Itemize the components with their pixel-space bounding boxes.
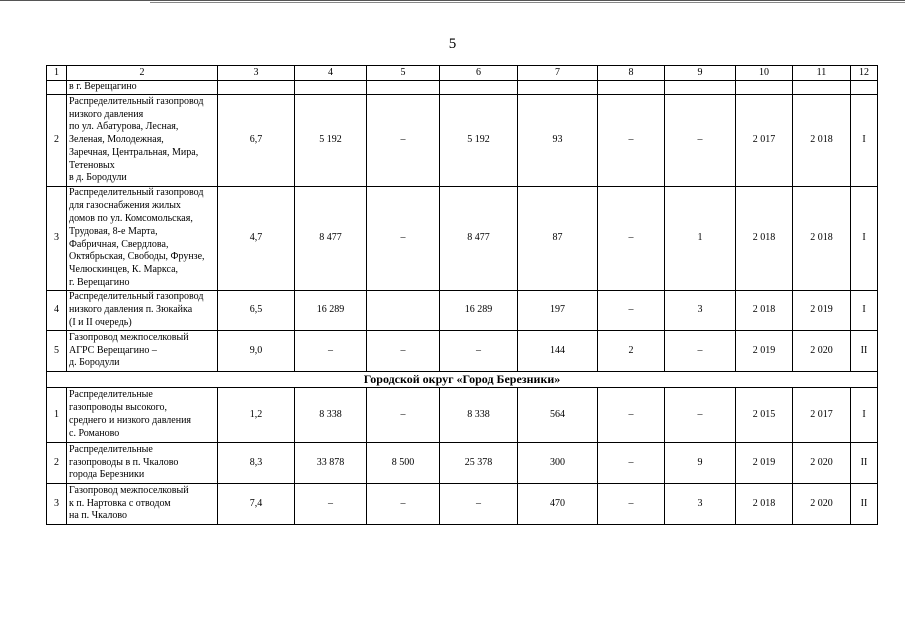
col9-value: – — [665, 95, 736, 187]
col7-value: 197 — [518, 291, 598, 331]
header-cell: 4 — [295, 66, 367, 81]
category: I — [851, 388, 878, 443]
start-year: 2 018 — [736, 187, 793, 291]
col7-value: 144 — [518, 331, 598, 372]
start-year: 2 019 — [736, 443, 793, 484]
col7-value: 93 — [518, 95, 598, 187]
table-row — [47, 331, 878, 372]
cost-col6: 8 338 — [440, 388, 518, 443]
length-km: 1,2 — [218, 388, 295, 443]
start-year: 2 017 — [736, 95, 793, 187]
table-cell — [518, 81, 598, 95]
table-cell — [736, 81, 793, 95]
table-cell — [665, 81, 736, 95]
col7-value: 470 — [518, 484, 598, 525]
col8-value: – — [598, 443, 665, 484]
col7-value: 87 — [518, 187, 598, 291]
end-year: 2 020 — [793, 443, 851, 484]
row-number: 3 — [47, 187, 67, 291]
header-cell: 2 — [67, 66, 218, 81]
header-cell: 10 — [736, 66, 793, 81]
section-heading-row — [47, 372, 878, 388]
table-row — [47, 95, 878, 187]
header-cell: 11 — [793, 66, 851, 81]
cost-total: 8 338 — [295, 388, 367, 443]
end-year: 2 018 — [793, 187, 851, 291]
cost-total: 5 192 — [295, 95, 367, 187]
category: II — [851, 331, 878, 372]
pipeline-name: Газопровод межпоселковый АГРС Верещагино – д. Бородули — [67, 331, 218, 372]
pipeline-name: Распределительный газопровод низкого давления п. Зюкайка (I и II очередь) — [67, 291, 218, 331]
header-cell: 5 — [367, 66, 440, 81]
col8-value: – — [598, 95, 665, 187]
pipeline-name: Распределительный газопровод низкого давления по ул. Абатурова, Лесная, Зеленая, Молодежная, Заречная, Центральная, Мира, Тетеновых в д. Бородули — [67, 95, 218, 187]
header-cell: 9 — [665, 66, 736, 81]
table-row — [47, 187, 878, 291]
cost-col5: – — [367, 187, 440, 291]
cost-col5: – — [367, 484, 440, 525]
row-number: 2 — [47, 95, 67, 187]
table-cell — [47, 81, 67, 95]
section-title: Городской округ «Город Березники» — [47, 372, 878, 388]
end-year: 2 020 — [793, 484, 851, 525]
header-cell: 8 — [598, 66, 665, 81]
cost-col6: 8 477 — [440, 187, 518, 291]
length-km: 6,7 — [218, 95, 295, 187]
table-cell — [793, 81, 851, 95]
cost-col6: 25 378 — [440, 443, 518, 484]
header-cell: 1 — [47, 66, 67, 81]
cost-col5: 8 500 — [367, 443, 440, 484]
category: II — [851, 443, 878, 484]
table-row — [47, 388, 878, 443]
start-year: 2 018 — [736, 291, 793, 331]
cost-col5: – — [367, 331, 440, 372]
length-km: 8,3 — [218, 443, 295, 484]
cost-col6: – — [440, 484, 518, 525]
end-year: 2 020 — [793, 331, 851, 372]
cost-col6: 16 289 — [440, 291, 518, 331]
cost-col6: 5 192 — [440, 95, 518, 187]
pipeline-name: Распределительные газопроводы высокого, среднего и низкого давления с. Романово — [67, 388, 218, 443]
col9-value: – — [665, 388, 736, 443]
pipeline-name: Распределительные газопроводы в п. Чкалово города Березники — [67, 443, 218, 484]
table-cell — [598, 81, 665, 95]
col8-value: – — [598, 291, 665, 331]
col8-value: – — [598, 388, 665, 443]
table-cell — [851, 81, 878, 95]
category: I — [851, 187, 878, 291]
col9-value: 9 — [665, 443, 736, 484]
table-cell — [440, 81, 518, 95]
column-number-header-row — [47, 66, 878, 81]
cost-total: – — [295, 484, 367, 525]
pipeline-name: Распределительный газопровод для газоснабжения жилых домов по ул. Комсомольская, Трудовая, 8-е Марта, Фабричная, Свердлова, Октябрьская, Свободы, Фрунзе, Челюскинцев, К. Маркса, г. Верещагино — [67, 187, 218, 291]
start-year: 2 019 — [736, 331, 793, 372]
col8-value: 2 — [598, 331, 665, 372]
cost-col6: – — [440, 331, 518, 372]
pipeline-name: Газопровод межпоселковый к п. Нартовка с отводом на п. Чкалово — [67, 484, 218, 525]
cost-total: 33 878 — [295, 443, 367, 484]
page-number: 5 — [448, 36, 457, 52]
header-cell: 12 — [851, 66, 878, 81]
start-year: 2 015 — [736, 388, 793, 443]
cost-total: 8 477 — [295, 187, 367, 291]
col9-value: 3 — [665, 484, 736, 525]
table-row — [47, 443, 878, 484]
table-cell — [295, 81, 367, 95]
cost-total: – — [295, 331, 367, 372]
length-km: 6,5 — [218, 291, 295, 331]
category: I — [851, 291, 878, 331]
col8-value: – — [598, 187, 665, 291]
row-number: 1 — [47, 388, 67, 443]
table-cell — [367, 81, 440, 95]
length-km: 7,4 — [218, 484, 295, 525]
col7-value: 564 — [518, 388, 598, 443]
length-km: 4,7 — [218, 187, 295, 291]
col9-value: 3 — [665, 291, 736, 331]
header-cell: 3 — [218, 66, 295, 81]
row-number: 2 — [47, 443, 67, 484]
cost-total: 16 289 — [295, 291, 367, 331]
cost-col5: – — [367, 388, 440, 443]
top-edge-line — [0, 0, 905, 1]
row-number: 3 — [47, 484, 67, 525]
cost-col5: – — [367, 95, 440, 187]
table-cell — [218, 81, 295, 95]
end-year: 2 018 — [793, 95, 851, 187]
row-number: 5 — [47, 331, 67, 372]
continuation-row — [47, 81, 878, 95]
col7-value: 300 — [518, 443, 598, 484]
end-year: 2 017 — [793, 388, 851, 443]
continuation-text: в г. Верещагино — [67, 81, 218, 95]
gas-pipeline-table — [46, 65, 878, 525]
col9-value: 1 — [665, 187, 736, 291]
col9-value: – — [665, 331, 736, 372]
table-row — [47, 484, 878, 525]
category: II — [851, 484, 878, 525]
cost-col5 — [367, 291, 440, 331]
row-number: 4 — [47, 291, 67, 331]
col8-value: – — [598, 484, 665, 525]
top-edge-line-secondary — [150, 2, 905, 3]
start-year: 2 018 — [736, 484, 793, 525]
end-year: 2 019 — [793, 291, 851, 331]
length-km: 9,0 — [218, 331, 295, 372]
category: I — [851, 95, 878, 187]
header-cell: 6 — [440, 66, 518, 81]
header-cell: 7 — [518, 66, 598, 81]
table-row — [47, 291, 878, 331]
